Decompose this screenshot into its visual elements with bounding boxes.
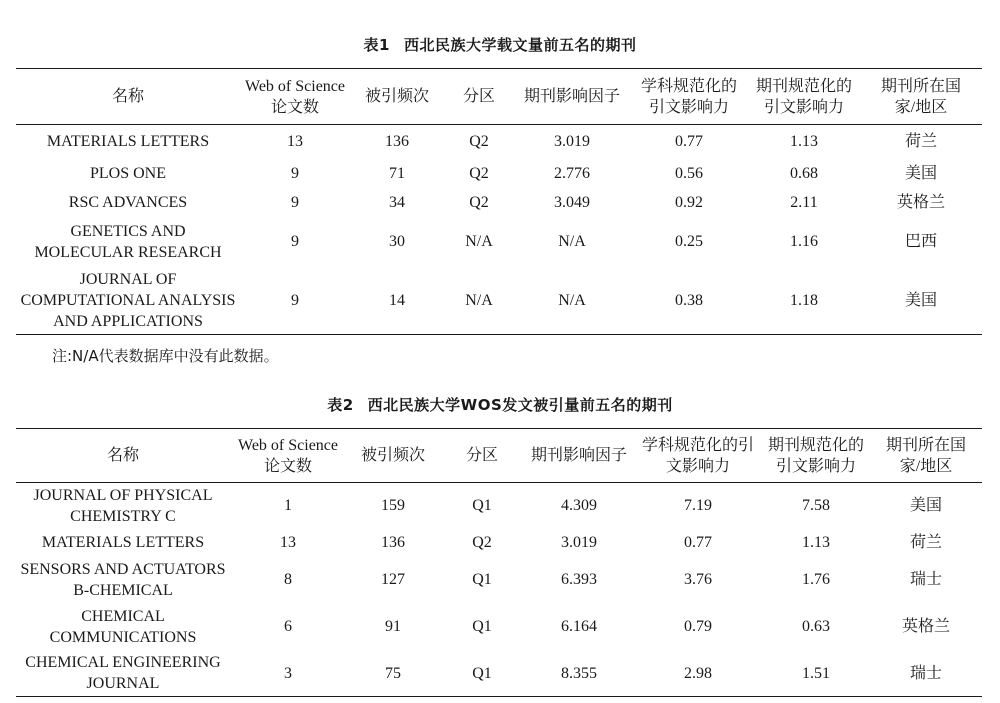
table2-header-cnci: 学科规范化的引 文影响力 (641, 436, 754, 475)
papers-count: 1 (284, 497, 292, 515)
table-row (16, 188, 982, 217)
country: 瑞士 (909, 664, 942, 682)
country: 瑞士 (909, 571, 942, 588)
jnci-value: 1.13 (790, 133, 818, 151)
papers-count: 9 (291, 233, 299, 250)
citation-count: 71 (389, 164, 405, 182)
citation-count: 75 (385, 664, 401, 682)
quartile: Q1 (472, 497, 492, 515)
cnci-value: 0.79 (684, 618, 712, 635)
cnci-value: 7.19 (684, 497, 712, 515)
table2-caption-title: 西北民族大学WOS发文被引量前五名的期刊 (367, 396, 673, 414)
cnci-value: 0.77 (684, 534, 712, 551)
country: 美国 (904, 164, 937, 182)
jnci-value: 7.58 (802, 497, 830, 515)
cnci-value: 0.56 (675, 164, 703, 182)
country: 美国 (904, 291, 937, 309)
table1-header-cnci: 学科规范化的 引文影响力 (640, 77, 737, 116)
papers-count: 9 (291, 164, 299, 182)
table1-caption (0, 34, 1000, 55)
quartile: Q2 (472, 534, 492, 551)
journal-name: MATERIALS LETTERS (41, 534, 205, 551)
quartile: Q2 (469, 164, 489, 182)
journal-name: PLOS ONE (89, 164, 166, 182)
table2-header-name: 名称 (106, 447, 139, 464)
table1-header-citations: 被引频次 (364, 88, 429, 105)
cnci-value: 0.25 (675, 233, 703, 250)
quartile: N/A (465, 233, 493, 250)
table2-header-impact: 期刊影响因子 (530, 447, 627, 464)
cnci-value: 0.38 (675, 291, 703, 309)
jnci-value: 0.63 (802, 618, 830, 635)
table1-header-country: 期刊所在国 家/地区 (880, 77, 961, 116)
table1-header-zone: 分区 (462, 88, 495, 105)
table-row (16, 483, 982, 529)
table2-header-papers: Web of Science 论文数 (238, 436, 338, 475)
country: 英格兰 (896, 193, 945, 211)
quartile: Q2 (469, 193, 489, 211)
table-row (16, 217, 982, 267)
quartile: Q1 (472, 664, 492, 682)
table1-header-row (16, 69, 982, 125)
country: 巴西 (904, 233, 937, 250)
table-row (16, 159, 982, 188)
quartile: Q1 (472, 618, 492, 635)
citation-count: 136 (385, 133, 409, 151)
impact-factor: 4.309 (561, 497, 597, 515)
table1-caption-title: 西北民族大学载文量前五名的期刊 (403, 36, 637, 54)
table2-header-jnci: 期刊规范化的 引文影响力 (767, 436, 864, 475)
jnci-value: 1.16 (790, 233, 818, 250)
jnci-value: 2.11 (790, 193, 818, 211)
cnci-value: 0.92 (675, 193, 703, 211)
table1-note: 注:N/A代表数据库中没有此数据。 (52, 347, 279, 365)
papers-count: 8 (284, 571, 292, 588)
jnci-value: 1.18 (790, 291, 818, 309)
cnci-value: 3.76 (684, 571, 712, 588)
citation-count: 91 (385, 618, 401, 635)
impact-factor: 2.776 (554, 164, 590, 182)
impact-factor: 3.019 (554, 133, 590, 151)
table2-caption-number: 表2 (327, 396, 354, 414)
table-row (16, 603, 982, 651)
quartile: Q2 (469, 133, 489, 151)
journal-name: GENETICS AND MOLECULAR RESEARCH (34, 222, 222, 261)
table1-caption-number: 表1 (363, 36, 390, 54)
quartile: N/A (465, 291, 493, 309)
quartile: Q1 (472, 571, 492, 588)
table1 (16, 68, 982, 335)
papers-count: 9 (291, 291, 299, 309)
papers-count: 6 (284, 618, 292, 635)
papers-count: 9 (291, 193, 299, 211)
table-row (16, 529, 982, 557)
impact-factor: 6.393 (561, 571, 597, 588)
table1-header-jnci: 期刊规范化的 引文影响力 (755, 77, 852, 116)
cnci-value: 0.77 (675, 133, 703, 151)
citation-count: 127 (381, 571, 405, 588)
journal-name: JOURNAL OF COMPUTATIONAL ANALYSIS AND APPLICATIONS (20, 270, 236, 330)
table2-header-zone: 分区 (465, 447, 498, 464)
table2-caption (0, 394, 1000, 415)
table2-header-row (16, 429, 982, 483)
country: 荷兰 (904, 133, 937, 151)
journal-name: SENSORS AND ACTUATORS B-CHEMICAL (20, 560, 226, 599)
jnci-value: 1.76 (802, 571, 830, 588)
impact-factor: 3.049 (554, 193, 590, 211)
cnci-value: 2.98 (684, 664, 712, 682)
jnci-value: 1.13 (802, 534, 830, 551)
papers-count: 3 (284, 664, 292, 682)
impact-factor: 8.355 (561, 664, 597, 682)
table1-header-papers: Web of Science 论文数 (245, 77, 345, 116)
table2 (16, 428, 982, 697)
citation-count: 136 (381, 534, 405, 551)
impact-factor: N/A (558, 291, 586, 309)
table-row (16, 651, 982, 697)
citation-count: 34 (389, 193, 405, 211)
journal-name: CHEMICAL ENGINEERING JOURNAL (25, 654, 221, 693)
table-row (16, 125, 982, 159)
journal-name: JOURNAL OF PHYSICAL CHEMISTRY C (33, 486, 213, 525)
country: 荷兰 (909, 534, 942, 551)
citation-count: 30 (389, 233, 405, 250)
impact-factor: 6.164 (561, 618, 597, 635)
papers-count: 13 (280, 534, 296, 551)
journal-name: MATERIALS LETTERS (46, 133, 210, 151)
citation-count: 159 (381, 497, 405, 515)
table2-header-citations: 被引频次 (360, 447, 425, 464)
citation-count: 14 (389, 291, 405, 309)
country: 美国 (909, 497, 942, 515)
table-row (16, 557, 982, 603)
table1-header-name: 名称 (111, 88, 144, 105)
journal-name: CHEMICAL COMMUNICATIONS (49, 607, 197, 646)
table-row (16, 267, 982, 335)
papers-count: 13 (287, 133, 303, 151)
impact-factor: N/A (558, 233, 586, 250)
journal-name: RSC ADVANCES (68, 193, 188, 211)
jnci-value: 0.68 (790, 164, 818, 182)
table1-header-impact: 期刊影响因子 (523, 88, 620, 105)
country: 英格兰 (901, 618, 950, 635)
table2-header-country: 期刊所在国 家/地区 (885, 436, 966, 475)
impact-factor: 3.019 (561, 534, 597, 551)
jnci-value: 1.51 (802, 664, 830, 682)
